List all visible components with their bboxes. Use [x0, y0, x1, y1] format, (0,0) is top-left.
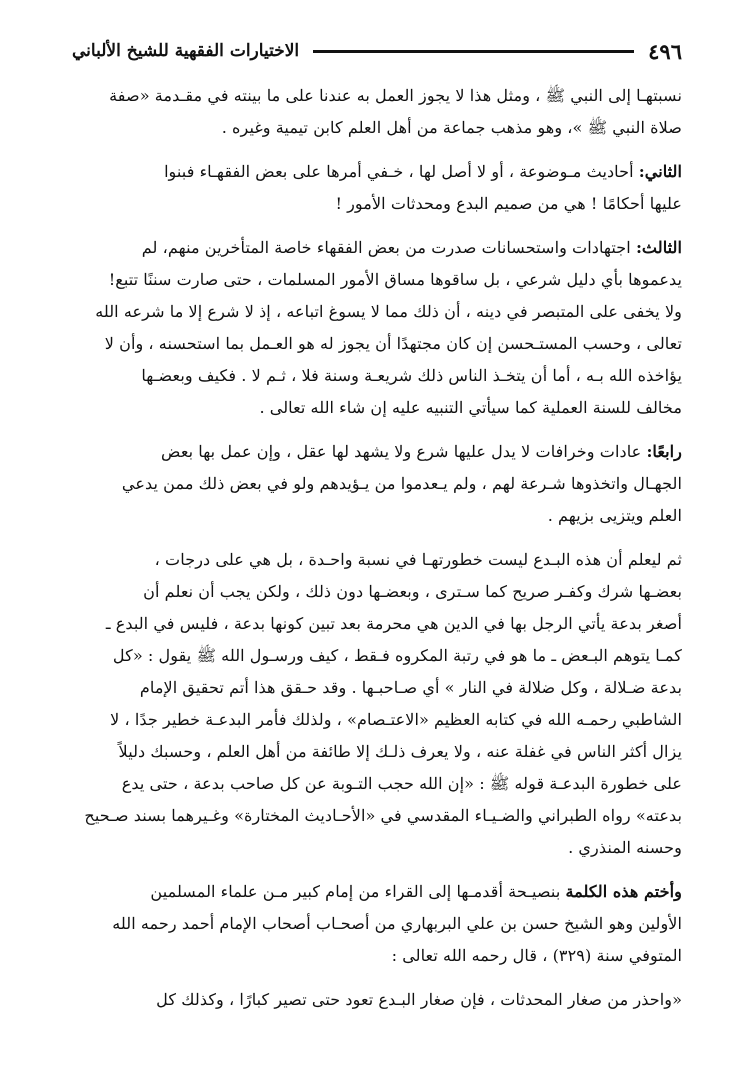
text-line: وحسنه المنذري .	[568, 838, 682, 857]
text-line	[72, 232, 682, 264]
text-line: تعالى ، وحسب المستـحسن إن كان مجتهدًا أن يجوز له هو العـمل بما استحسنه ، وأن لا	[104, 334, 682, 353]
paragraph-fourth	[72, 436, 682, 532]
page-number: ٤٩٦	[648, 38, 682, 64]
text-run: اجتهادات واستحسانات صدرت من بعض الفقهاء خاصة المتأخرين منهم، لم	[141, 238, 636, 257]
text-line: يدعموها بأي دليل شرعي ، بل ساقوها مساق الأمور المسلمات ، حتى صارت سننًا تتبع!	[108, 270, 682, 289]
text-line: ثم ليعلم أن هذه البـدع ليست خطورتهـا في نسبة واحـدة ، بل هي على درجات ،	[154, 550, 682, 569]
text-line: مخالف للسنة العملية كما سيأتي التنبيه عليه إن شاء الله تعالى .	[259, 398, 682, 417]
text-line: «واحذر من صغار المحدثات ، فإن صغار البـدع تعود حتى تصير كبارًا ، وكذلك كل	[156, 990, 682, 1009]
text-line: على خطورة البدعـة قوله ﷺ : «إن الله حجب التـوبة عن كل صاحب بدعة ، حتى يدع	[121, 774, 682, 793]
paragraph-third	[72, 232, 682, 424]
text-line: العلم ويتزيى بزيهم .	[547, 506, 682, 525]
text-line: الجهـال واتخذوها شـرعة لهم ، ولم يـعدموا من يـؤيدهم ولو في بعض ذلك ممن يدعي	[121, 474, 682, 493]
text-line	[72, 876, 682, 908]
text-line: أصغر بدعة يأتي الرجل بها في الدين هي محرمة بعد تبين كونها بدعة ، فليس في البدع ـ	[105, 614, 682, 633]
text-line: بعضـها شرك وكفـر صريح كما سـترى ، وبعضـها دون ذلك ، ولكن يجب أن نعلم أن	[143, 582, 682, 601]
paragraph-lead: رابعًا:	[646, 442, 682, 461]
text-line: عليها أحكامًا ! هي من صميم البدع ومحدثات الأمور !	[335, 194, 682, 213]
text-line: الشاطبي رحمـه الله في كتابه العظيم «الاعتـصام» ، ولذلك فأمر البدعـة خطير جدًا ، لا	[110, 710, 682, 729]
text-line: المتوفي سنة (٣٢٩) ، قال رحمه الله تعالى :	[391, 946, 682, 965]
text-run: بنصيـحة أقدمـها إلى القراء من إمام كبير مـن علماء المسلمين	[150, 882, 566, 901]
page-header	[72, 36, 682, 66]
text-line: صلاة النبي ﷺ »، وهو مذهب جماعة من أهل العلم كابن تيمية وغيره .	[221, 118, 682, 137]
text-line: يؤاخذه الله بـه ، أما أن يتخـذ الناس ذلك شريعـة وسنة فلا ، ثـم لا . فكيف وبعضـها	[141, 366, 682, 385]
text-line	[72, 156, 682, 188]
text-run: عادات وخرافات لا يدل عليها شرع ولا يشهد لها عقل ، وإن عمل بها بعض	[160, 442, 647, 461]
paragraph-intro-continuation	[72, 80, 682, 144]
paragraph-lead: الثالث:	[635, 238, 682, 257]
text-line: كمـا يتوهم البـعض ـ ما هو في رتبة المكروه فـقط ، كيف ورسـول الله ﷺ يقول : «كل	[112, 646, 682, 665]
paragraph-quote	[72, 984, 682, 1016]
paragraph-lead: الثاني:	[638, 162, 682, 181]
text-run: أحاديث مـوضوعة ، أو لا أصل لها ، خـفي أمرها على بعض الفقهـاء فبنوا	[164, 162, 639, 181]
text-line: ولا يخفى على المتبصر في دينه ، أن ذلك مما لا يسوغ اتباعه ، إذ لا شرع إلا ما شرعه الله	[95, 302, 682, 321]
text-line: بدعة ضـلالة ، وكل ضلالة في النار » أي صـاحبـها . وقد حـقق هذا أتم تحقيق الإمام	[139, 678, 682, 697]
header-rule	[313, 50, 634, 53]
text-line: الأولين وهو الشيخ حسن بن علي البربهاري من أصحـاب أصحاب الإمام أحمد رحمه الله	[112, 914, 682, 933]
text-line: بدعته» رواه الطبراني والضـيـاء المقدسي في «الأحـاديث المختارة» وغـيرهما بسند صـحيح	[84, 806, 682, 825]
paragraph-second	[72, 156, 682, 220]
paragraph-lead: وأختم هذه الكلمة	[565, 882, 682, 901]
text-line	[72, 436, 682, 468]
text-line: يزال أكثر الناس في غفلة عنه ، ولا يعرف ذلـك إلا طائفة من أهل العلم ، وحسبك دليلاً	[118, 742, 682, 761]
paragraph-bida-levels	[72, 544, 682, 864]
paragraph-closing-advice	[72, 876, 682, 972]
text-line: نسبتهـا إلى النبي ﷺ ، ومثل هذا لا يجوز العمل به عندنا على ما بينته في مقـدمة «صفة	[109, 86, 682, 105]
book-title: الاختيارات الفقهية للشيخ الألباني	[72, 41, 300, 61]
